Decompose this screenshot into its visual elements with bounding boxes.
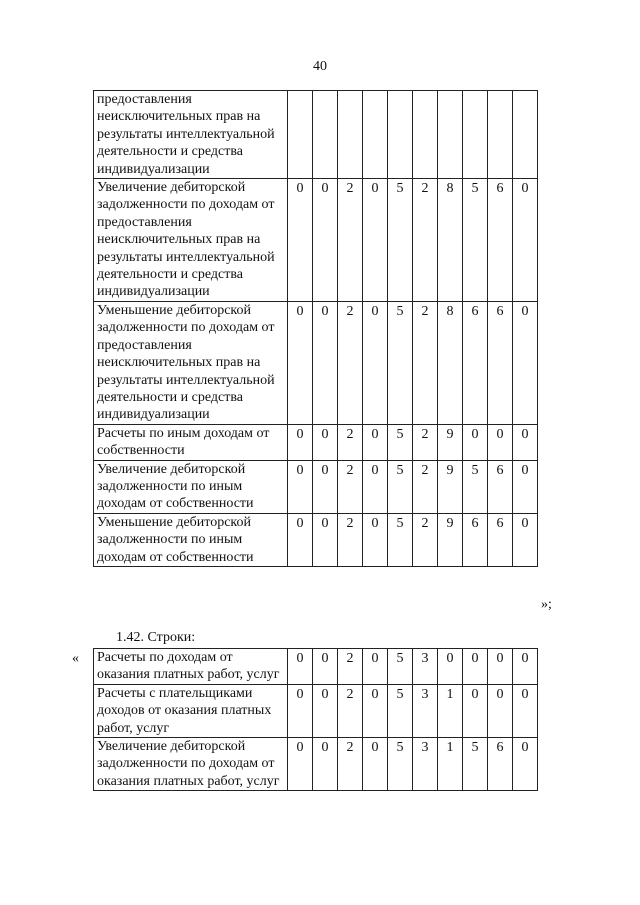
row-label: Уменьшение дебиторской задолженности по иным доходам от собственности xyxy=(94,513,288,566)
code-digit-cell: 0 xyxy=(363,684,388,737)
code-digit-cell: 0 xyxy=(288,649,313,685)
code-digit-cell: 9 xyxy=(438,460,463,513)
code-digit-cell: 2 xyxy=(413,513,438,566)
code-digit-cell: 0 xyxy=(513,649,538,685)
row-label: Увеличение дебиторской задолженности по иным доходам от собственности xyxy=(94,460,288,513)
code-digit-cell: 5 xyxy=(388,179,413,302)
code-digit-cell: 0 xyxy=(288,684,313,737)
code-digit-cell: 0 xyxy=(513,301,538,424)
table-row xyxy=(94,684,538,737)
code-digit-cell: 0 xyxy=(313,649,338,685)
table-row xyxy=(94,649,538,685)
code-digit-cell xyxy=(463,91,488,179)
closing-quote: »; xyxy=(541,597,552,612)
code-digit-cell: 8 xyxy=(438,301,463,424)
code-digit-cell: 0 xyxy=(313,301,338,424)
code-table-top xyxy=(93,90,538,567)
code-digit-cell: 2 xyxy=(413,424,438,460)
code-digit-cell: 1 xyxy=(438,684,463,737)
code-digit-cell xyxy=(338,91,363,179)
code-digit-cell: 0 xyxy=(288,179,313,302)
code-digit-cell: 0 xyxy=(463,649,488,685)
table-row xyxy=(94,738,538,791)
code-digit-cell: 0 xyxy=(513,179,538,302)
code-digit-cell: 0 xyxy=(313,684,338,737)
code-digit-cell: 5 xyxy=(388,513,413,566)
table-row xyxy=(94,91,538,179)
code-digit-cell: 0 xyxy=(363,513,388,566)
row-label: Увеличение дебиторской задолженности по доходам от оказания платных работ, услуг xyxy=(94,738,288,791)
code-digit-cell xyxy=(488,91,513,179)
code-digit-cell: 6 xyxy=(463,301,488,424)
code-digit-cell xyxy=(363,91,388,179)
code-digit-cell: 6 xyxy=(463,513,488,566)
code-digit-cell: 6 xyxy=(488,301,513,424)
code-digit-cell: 0 xyxy=(513,424,538,460)
code-digit-cell: 9 xyxy=(438,513,463,566)
code-digit-cell: 0 xyxy=(288,460,313,513)
row-label: Расчеты с плательщиками доходов от оказания платных работ, услуг xyxy=(94,684,288,737)
code-digit-cell: 2 xyxy=(338,179,363,302)
row-label: Расчеты по иным доходам от собственности xyxy=(94,424,288,460)
code-digit-cell: 0 xyxy=(288,513,313,566)
code-digit-cell: 8 xyxy=(438,179,463,302)
code-digit-cell: 6 xyxy=(488,460,513,513)
row-label: Увеличение дебиторской задолженности по доходам от предоставления неисключительных прав на результаты интеллектуальной деятельности и средства индивидуализации xyxy=(94,179,288,302)
opening-quote: « xyxy=(72,651,79,666)
table-row xyxy=(94,424,538,460)
code-digit-cell: 5 xyxy=(388,424,413,460)
code-digit-cell: 0 xyxy=(363,179,388,302)
code-digit-cell: 5 xyxy=(463,460,488,513)
code-digit-cell: 2 xyxy=(338,424,363,460)
code-digit-cell: 0 xyxy=(313,738,338,791)
code-digit-cell: 0 xyxy=(438,649,463,685)
code-digit-cell: 2 xyxy=(338,301,363,424)
code-digit-cell: 5 xyxy=(388,738,413,791)
code-digit-cell: 0 xyxy=(363,738,388,791)
code-digit-cell xyxy=(388,91,413,179)
code-digit-cell: 0 xyxy=(488,649,513,685)
code-digit-cell: 0 xyxy=(313,513,338,566)
code-table-body xyxy=(94,649,538,791)
code-digit-cell xyxy=(413,91,438,179)
code-digit-cell: 3 xyxy=(413,649,438,685)
code-digit-cell xyxy=(288,91,313,179)
code-digit-cell: 0 xyxy=(363,301,388,424)
code-digit-cell: 2 xyxy=(338,738,363,791)
code-digit-cell: 6 xyxy=(488,738,513,791)
code-digit-cell: 0 xyxy=(363,649,388,685)
code-digit-cell: 0 xyxy=(313,460,338,513)
code-digit-cell xyxy=(438,91,463,179)
code-digit-cell: 2 xyxy=(413,301,438,424)
row-label: предоставления неисключительных прав на результаты интеллектуальной деятельности и средства индивидуализации xyxy=(94,91,288,179)
code-digit-cell: 0 xyxy=(313,179,338,302)
code-digit-cell: 6 xyxy=(488,513,513,566)
code-digit-cell: 2 xyxy=(413,179,438,302)
code-digit-cell: 1 xyxy=(438,738,463,791)
code-digit-cell: 9 xyxy=(438,424,463,460)
page-number: 40 xyxy=(313,59,327,74)
code-digit-cell: 5 xyxy=(463,738,488,791)
code-digit-cell: 6 xyxy=(488,179,513,302)
table-row xyxy=(94,179,538,302)
code-digit-cell: 5 xyxy=(388,649,413,685)
code-table-bottom xyxy=(93,648,538,791)
code-digit-cell: 2 xyxy=(413,460,438,513)
code-digit-cell: 0 xyxy=(488,684,513,737)
code-digit-cell: 0 xyxy=(513,460,538,513)
code-digit-cell: 0 xyxy=(463,424,488,460)
code-digit-cell: 0 xyxy=(363,460,388,513)
table-row xyxy=(94,513,538,566)
code-digit-cell xyxy=(513,91,538,179)
code-digit-cell: 0 xyxy=(463,684,488,737)
code-digit-cell xyxy=(313,91,338,179)
code-digit-cell: 0 xyxy=(288,301,313,424)
code-digit-cell: 0 xyxy=(488,424,513,460)
code-digit-cell: 5 xyxy=(388,301,413,424)
code-table-body xyxy=(94,91,538,567)
table-row xyxy=(94,460,538,513)
section-heading: 1.42. Строки: xyxy=(116,630,196,645)
code-digit-cell: 0 xyxy=(363,424,388,460)
code-digit-cell: 5 xyxy=(388,684,413,737)
code-digit-cell: 2 xyxy=(338,513,363,566)
code-digit-cell: 2 xyxy=(338,684,363,737)
code-digit-cell: 0 xyxy=(313,424,338,460)
table-row xyxy=(94,301,538,424)
code-digit-cell: 2 xyxy=(338,460,363,513)
code-digit-cell: 0 xyxy=(288,424,313,460)
code-digit-cell: 5 xyxy=(463,179,488,302)
code-digit-cell: 0 xyxy=(513,738,538,791)
code-digit-cell: 0 xyxy=(513,684,538,737)
code-digit-cell: 0 xyxy=(513,513,538,566)
row-label: Расчеты по доходам от оказания платных работ, услуг xyxy=(94,649,288,685)
row-label: Уменьшение дебиторской задолженности по доходам от предоставления неисключительных прав на результаты интеллектуальной деятельности и средства индивидуализации xyxy=(94,301,288,424)
code-digit-cell: 5 xyxy=(388,460,413,513)
code-digit-cell: 0 xyxy=(288,738,313,791)
code-digit-cell: 2 xyxy=(338,649,363,685)
code-digit-cell: 3 xyxy=(413,738,438,791)
code-digit-cell: 3 xyxy=(413,684,438,737)
